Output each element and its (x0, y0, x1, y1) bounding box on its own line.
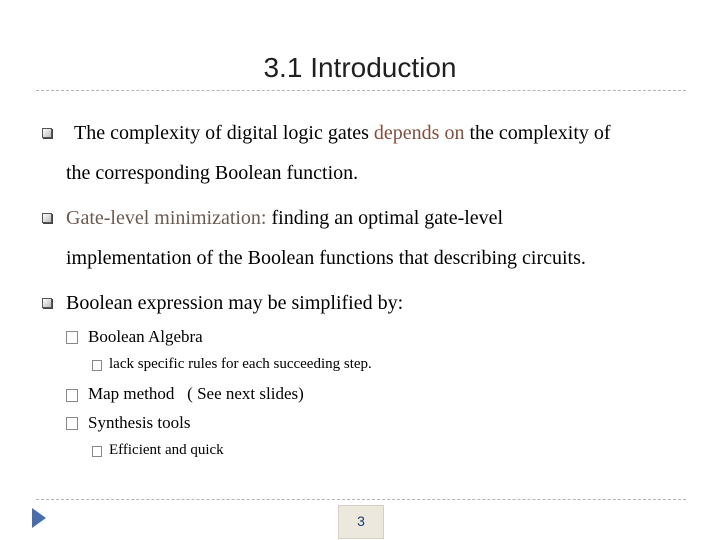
footer-divider (36, 499, 686, 500)
bullet-1-text-b: the complexity of (464, 122, 611, 144)
title-divider (36, 90, 686, 91)
sub-item-boolean-algebra: Boolean Algebra (88, 327, 203, 346)
bullet-3-line-1: Boolean expression may be simplified by: (66, 292, 404, 314)
page-number: 3 (338, 505, 384, 539)
checkbox-bullet-icon (66, 331, 78, 344)
slide-title: 3.1 Introduction (263, 52, 457, 83)
bullet-1-line-1 (74, 113, 611, 153)
bullet-1-accent: depends on (373, 122, 465, 144)
square-bullet-icon (42, 213, 52, 223)
checkbox-bullet-icon (92, 360, 102, 371)
square-bullet-icon (42, 298, 52, 308)
bullet-2-accent: Gate-level minimization: (66, 207, 267, 229)
bullet-1-line-2: the corresponding Boolean function. (66, 162, 359, 184)
bullet-1-text-a: The complexity of digital logic gates (74, 122, 374, 144)
checkbox-bullet-icon (92, 446, 102, 457)
checkbox-bullet-icon (66, 389, 78, 402)
sub-item-synthesis-tools: Synthesis tools (88, 413, 191, 432)
checkbox-bullet-icon (66, 417, 78, 430)
play-arrow-icon (32, 508, 46, 528)
sub-note-synthesis-tools: Efficient and quick (109, 442, 224, 458)
sub-item-map-method: Map method ( See next slides) (88, 384, 304, 403)
bullet-2-line-1 (66, 198, 503, 238)
square-bullet-icon (42, 128, 52, 138)
sub-note-boolean-algebra: lack specific rules for each succeeding step. (109, 356, 372, 372)
bullet-2-line-2: implementation of the Boolean functions that describing circuits. (66, 247, 586, 269)
bullet-2-text-b: finding an optimal gate-level (266, 207, 504, 229)
